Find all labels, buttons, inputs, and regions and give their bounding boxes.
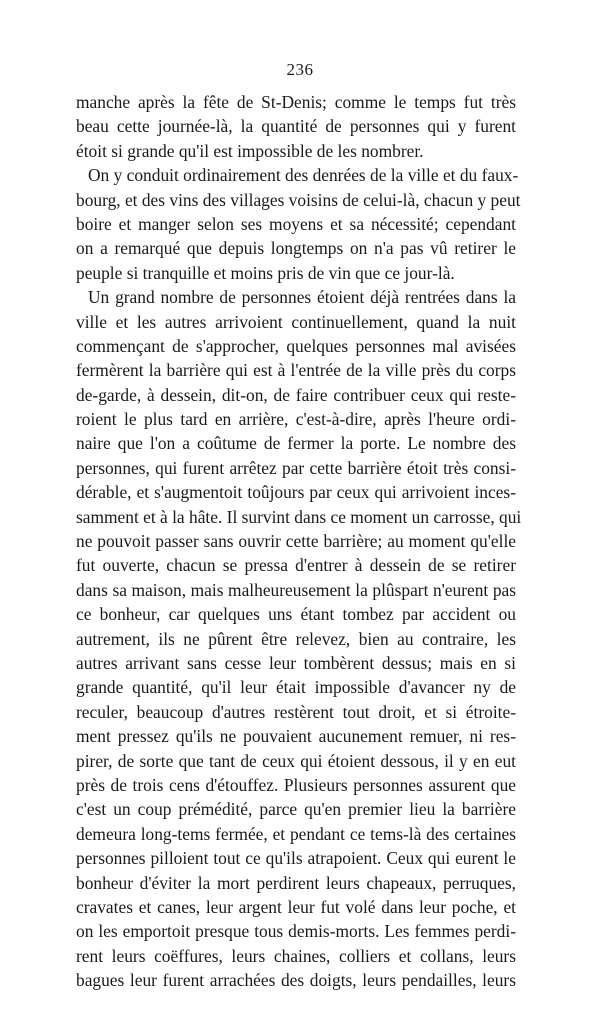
text-line: pirer, de sorte que tant de ceux qui étoient dessous, il y en eut xyxy=(76,750,516,771)
text-line: bourg, et des vins des villages voisins de celui-là, chacun y peut xyxy=(76,189,521,210)
text-line: bonheur d'éviter la mort perdirent leurs chapeaux, perruques, xyxy=(76,872,516,893)
text-line: demeura long-tems fermée, et pendant ce tems-là des certaines xyxy=(76,823,516,844)
text-line: fut ouverte, chacun se pressa d'entrer à dessein de se retirer xyxy=(76,555,516,576)
text-line: c'est un coup prémédité, parce qu'en premier lieu la barrière xyxy=(76,799,516,820)
text-line: dans sa maison, mais malheureusement la plûspart n'eurent pas xyxy=(76,579,516,600)
text-line: étoit si grande qu'il est impossible de les nombrer. xyxy=(76,140,424,161)
text-line: près de trois cens d'étouffez. Plusieurs personnes assurent que xyxy=(76,774,516,795)
text-line: rent leurs coëffures, leurs chaines, colliers et collans, leurs xyxy=(76,945,516,966)
text-line: reculer, beaucoup d'autres restèrent tout droit, et si étroite- xyxy=(76,701,516,722)
paragraph xyxy=(76,285,522,992)
text-line: ne pouvoit passer sans ouvrir cette barrière; au moment qu'elle xyxy=(76,531,516,552)
text-line: samment et à la hâte. Il survint dans ce moment un carrosse, qui xyxy=(76,506,522,527)
text-line: Un grand nombre de personnes étoient déjà rentrées dans la xyxy=(88,287,516,308)
paragraph xyxy=(76,163,521,285)
text-line: de-garde, à dessein, dit-on, de faire contribuer ceux qui reste- xyxy=(76,384,516,405)
text-line: grande quantité, qu'il leur était impossible d'avancer ny de xyxy=(76,677,516,698)
text-line: On y conduit ordinairement des denrées de la ville et du faux- xyxy=(88,165,519,186)
text-line: autres arrivant sans cesse leur tombèrent dessus; mais en si xyxy=(76,652,516,673)
text-line: personnes, qui furent arrêtez par cette barrière étoit très consi- xyxy=(76,457,516,478)
body-text xyxy=(76,90,522,992)
text-line: beau cette journée-là, la quantité de personnes qui y furent xyxy=(76,116,516,137)
text-line: cravates et canes, leur argent leur fut volé dans leur poche, et xyxy=(76,896,516,917)
text-line: manche après la fête de St-Denis; comme le temps fut très xyxy=(76,92,516,112)
text-line: ment pressez qu'ils ne pouvaient aucunement remuer, ni res- xyxy=(76,726,516,747)
text-line: ce bonheur, car quelques uns étant tombez par accident ou xyxy=(76,604,516,625)
text-line: fermèrent la barrière qui est à l'entrée de la ville près du corps xyxy=(76,360,516,381)
text-line: dérable, et s'augmentoit toûjours par ceux qui arrivoient inces- xyxy=(76,482,516,503)
text-line: on les emportoit presque tous demis-morts. Les femmes perdi- xyxy=(76,921,516,942)
text-line: commençant de s'approcher, quelques personnes mal avisées xyxy=(76,335,516,356)
text-line: ville et les autres arrivoient continuellement, quand la nuit xyxy=(76,311,516,332)
text-line: roient le plus tard en arrière, c'est-à-dire, après l'heure ordi- xyxy=(76,409,516,430)
text-line: peuple si tranquille et moins pris de vin que ce jour-là. xyxy=(76,262,455,283)
text-line: on a remarqué que depuis longtemps on n'a pas vû retirer le xyxy=(76,238,516,259)
page-number: 236 xyxy=(286,60,314,79)
text-line: bagues leur furent arrachées des doigts, leurs pendailles, leurs xyxy=(76,970,516,991)
text-line: personnes pilloient tout ce qu'ils atrapoient. Ceux qui eurent le xyxy=(76,848,516,869)
text-line: naire que l'on a coûtume de fermer la porte. Le nombre des xyxy=(76,433,516,454)
paragraph xyxy=(76,90,516,163)
text-line: boire et manger selon ses moyens et sa nécessité; cependant xyxy=(76,213,516,234)
text-line: autrement, ils ne pûrent être relevez, bien au contraire, les xyxy=(76,628,516,649)
